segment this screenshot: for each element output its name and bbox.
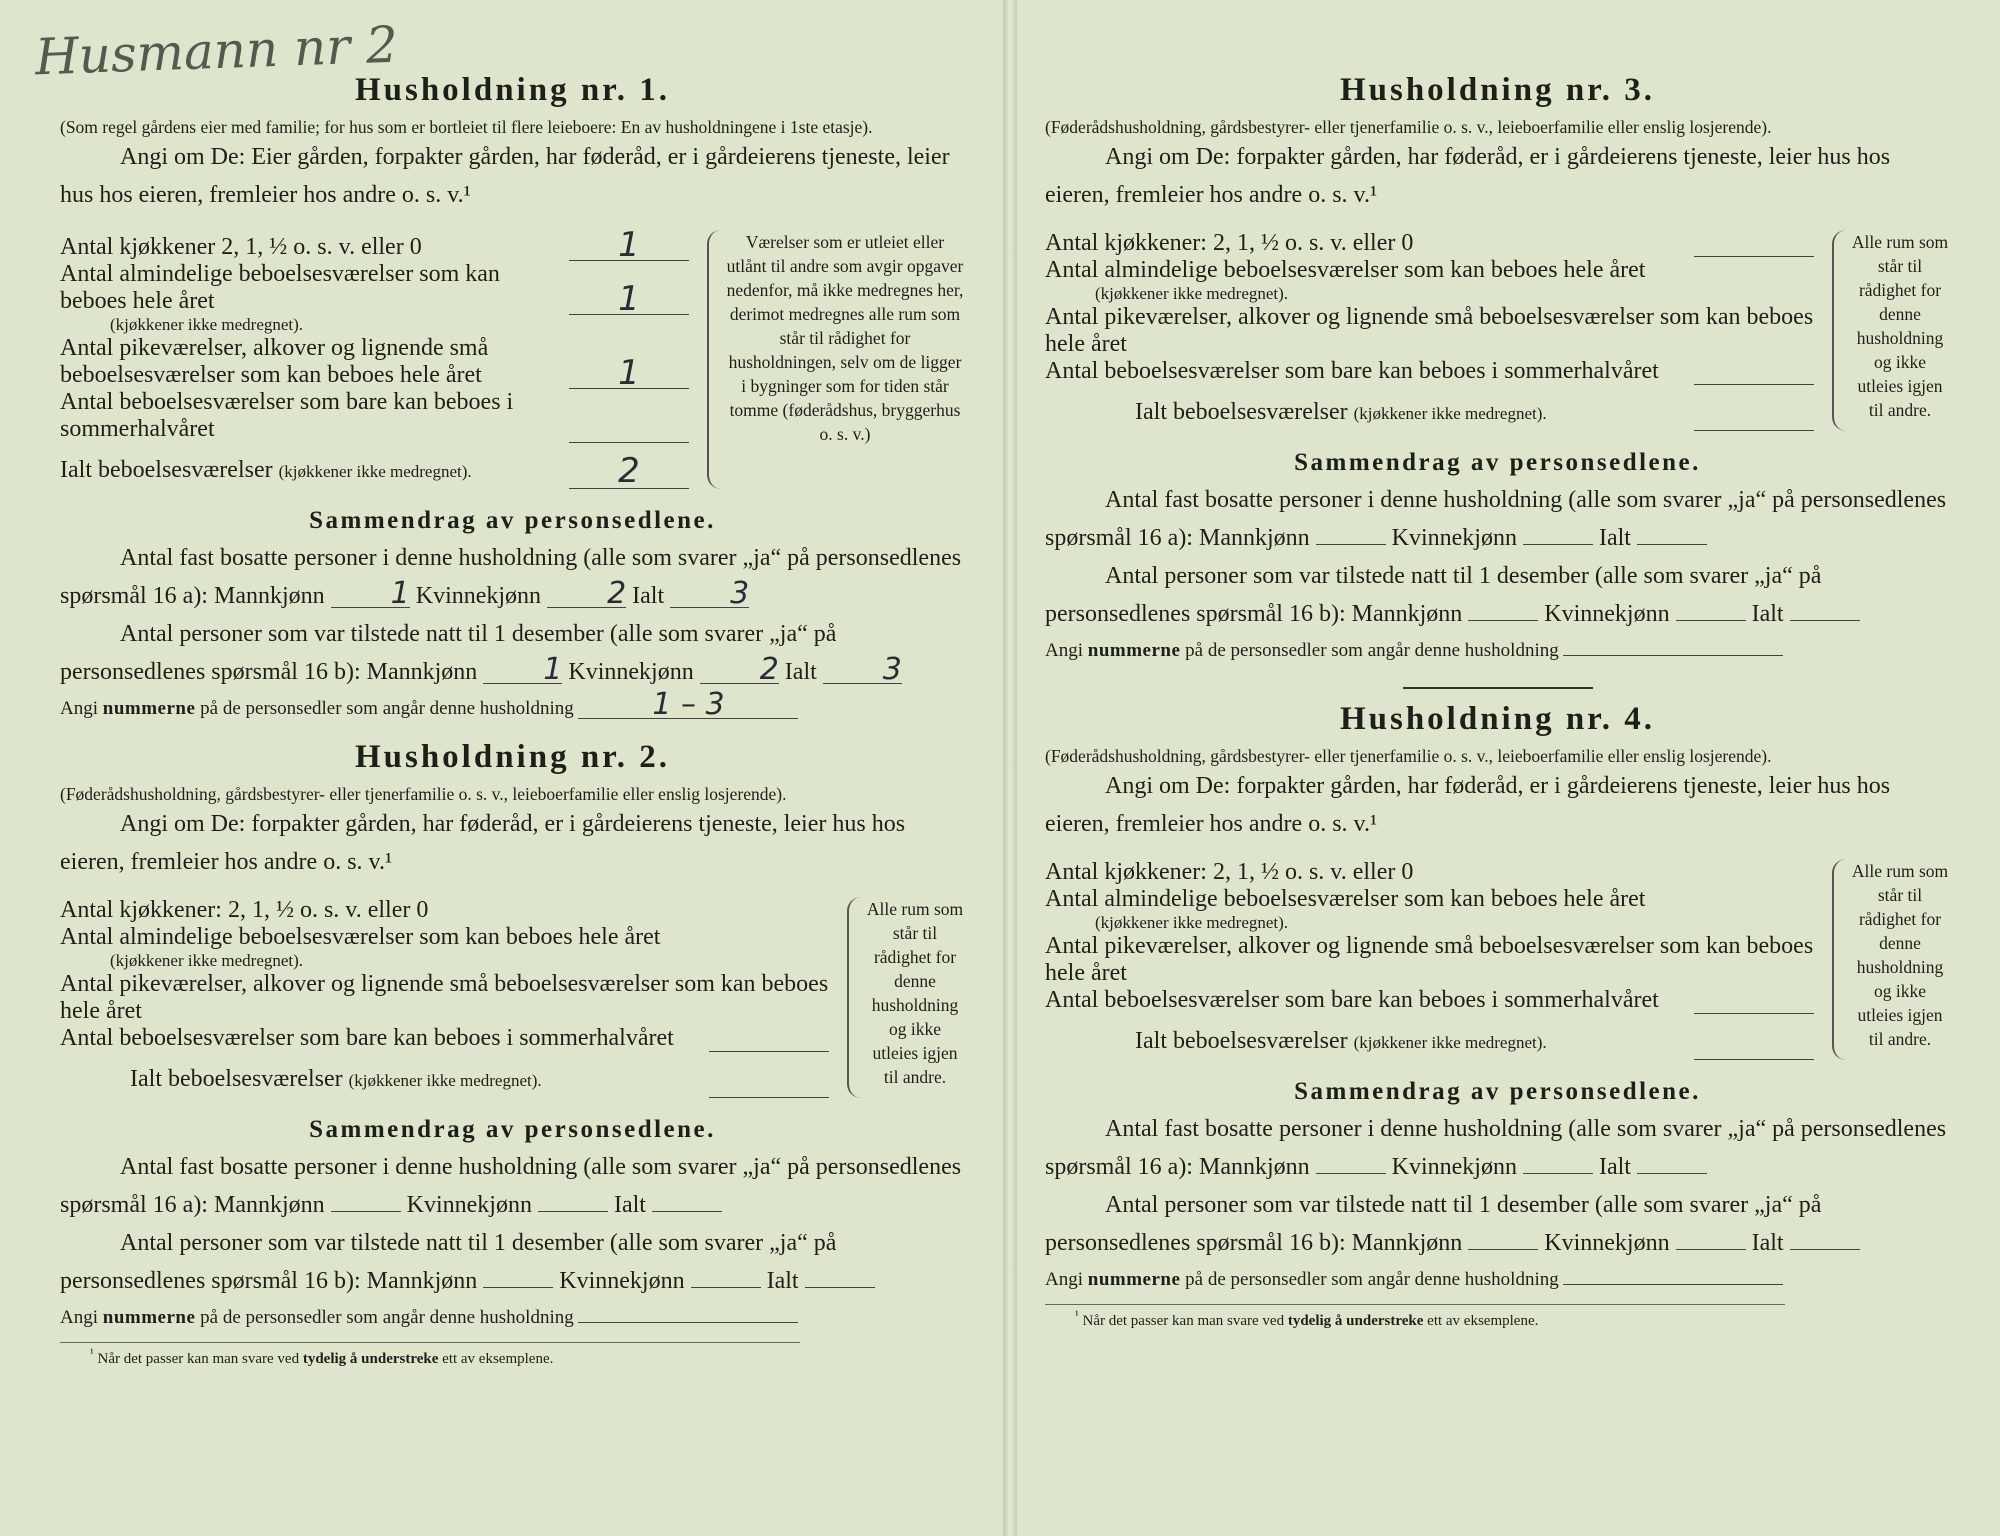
fast-total[interactable] [1637,1173,1707,1174]
maid-rooms-label: Antal pikeværelser, alkover og lignende små beboelsesværelser som kan beboes hele året [1045,933,1814,986]
household-3-rooms: Antal kjøkkener: 2, 1, ½ o. s. v. eller 0 Antal almindelige beboelsesværelser som kan beboes hele året (kjøkkener ikke medregnet). Antal pikeværelser, alkover og lignende små beboelsesværelser som kan beboes hele året Antal beboelsesværelser som bare kan beboes i sommerhalvåret Ialt beboelsesværelser (kjøkkener ikke medregnet). Alle rum som står til rådighet for denne husholdning og ikke utleies igjen til andre. [1045,230,1950,431]
numbers-value[interactable]: 1 – 3 [578,692,798,719]
total-rooms-value[interactable]: 2 [569,454,689,489]
fast-male[interactable] [331,1211,401,1212]
fast-total[interactable] [1637,544,1707,545]
footnote-right: $^{^1}$ Når det passer kan man svare ved tydelig å understreke ett av eksemplene. [1045,1304,1785,1331]
household-4-title: Husholdning nr. 4. [1339,701,1656,737]
section-divider [1403,687,1593,689]
left-column [60,60,965,1369]
household-3-tilstede: Antal personer som var tilstede natt til 1 desember (alle som svarer „ja“ på personsedlenes spørsmål 16 b): Mannkjønn Kvinnekjønn Ialt [1045,557,1950,633]
household-4-fast: Antal fast bosatte personer i denne husholdning (alle som svarer „ja“ på personsedlenes spørsmål 16 a): Mannkjønn Kvinnekjønn Ialt [1045,1116,1947,1180]
fast-male[interactable] [1316,544,1386,545]
ordinary-rooms-sub: (kjøkkener ikke medregnet). [1095,284,1289,303]
household-3-numbers: Angi nummerne på de personsedler som angår denne husholdning [1045,633,1950,669]
total-rooms-label: Ialt beboelsesværelser [1135,399,1348,425]
present-male[interactable] [1468,620,1538,621]
household-2-bracket-note: Alle rum som står til rådighet for denne husholdning og ikke utleies igjen til andre. [847,897,965,1098]
household-3-note: (Føderådshusholdning, gårdsbestyrer- eller tjenerfamilie o. s. v., leieboerfamilie eller enslig losjerende). [1045,117,1772,137]
household-1-angi[interactable]: Angi om De: Eier gården, forpakter gården, har føderåd, er i gårdeierens tjeneste, leier hus hos eieren, fremleier hos andre o. s. v.¹ [60,144,950,208]
household-3-angi[interactable]: Angi om De: forpakter gården, har føderåd, er i gårdeierens tjeneste, leier hus hos eieren, fremleier hos andre o. s. v.¹ [1045,144,1891,208]
fast-female[interactable]: 2 [547,581,626,608]
household-4-numbers: Angi nummerne på de personsedler som angår denne husholdning [1045,1262,1950,1298]
household-4-bracket-note: Alle rum som står til rådighet for denne husholdning og ikke utleies igjen til andre. [1832,859,1950,1060]
household-2-numbers: Angi nummerne på de personsedler som angår denne husholdning [60,1300,965,1336]
present-total[interactable]: 3 [823,657,902,684]
present-total[interactable] [1790,620,1860,621]
fast-female[interactable] [1523,544,1593,545]
present-female[interactable] [1676,620,1746,621]
total-rooms-label: Ialt beboelsesværelser [130,1066,343,1092]
present-male[interactable]: 1 [483,657,562,684]
household-4-rooms: Antal kjøkkener: 2, 1, ½ o. s. v. eller 0 Antal almindelige beboelsesværelser som kan beboes hele året (kjøkkener ikke medregnet). Antal pikeværelser, alkover og lignende små beboelsesværelser som kan beboes hele året Antal beboelsesværelser som bare kan beboes i sommerhalvåret Ialt beboelsesværelser (kjøkkener ikke medregnet). Alle rum som står til rådighet for denne husholdning og ikke utleies igjen til andre. [1045,859,1950,1060]
numbers-field[interactable] [578,1322,798,1323]
fast-female[interactable] [1523,1173,1593,1174]
kitchens-value[interactable]: 1 [569,230,689,261]
total-rooms-field[interactable] [709,1097,829,1098]
present-male[interactable] [483,1287,553,1288]
household-4-tilstede: Antal personer som var tilstede natt til 1 desember (alle som svarer „ja“ på personsedlenes spørsmål 16 b): Mannkjønn Kvinnekjønn Ialt [1045,1186,1950,1262]
ordinary-rooms-sub: (kjøkkener ikke medregnet). [110,315,304,334]
total-rooms-field[interactable] [1694,1059,1814,1060]
ordinary-rooms-sub: (kjøkkener ikke medregnet). [110,951,304,970]
household-1-fast: Antal fast bosatte personer i denne husholdning (alle som svarer „ja“ på personsedlenes spørsmål 16 a): Mannkjønn 1 Kvinnekjønn 2 Ialt 3 [60,545,962,611]
maid-rooms-row: Antal pikeværelser, alkover og lignende små beboelsesværelser som kan beboes hele året 1 [60,335,689,389]
household-3-fast: Antal fast bosatte personer i denne husholdning (alle som svarer „ja“ på personsedlenes spørsmål 16 a): Mannkjønn Kvinnekjønn Ialt [1045,487,1947,551]
present-female[interactable] [1676,1249,1746,1250]
kitchens-label: Antal kjøkkener: 2, 1, ½ o. s. v. eller 0 [1045,230,1414,256]
maid-rooms-label: Antal pikeværelser, alkover og lignende små beboelsesværelser som kan beboes hele året [60,971,829,1024]
household-1-summary-title: Sammendrag av personsedlene. [309,507,716,534]
household-4-angi[interactable]: Angi om De: forpakter gården, har føderåd, er i gårdeierens tjeneste, leier hus hos eieren, fremleier hos andre o. s. v.¹ [1045,773,1891,837]
household-2-title: Husholdning nr. 2. [354,739,671,775]
total-rooms-label: Ialt beboelsesværelser [1135,1028,1348,1054]
household-3 [1045,72,1950,689]
household-3-title: Husholdning nr. 3. [1339,72,1656,108]
maid-rooms-value[interactable]: 1 [569,358,689,389]
fast-male[interactable]: 1 [331,581,410,608]
handwritten-header: Husmann nr 2 [34,15,399,87]
footnote-left: $^{^1}$ Når det passer kan man svare ved tydelig å understreke ett av eksemplene. [60,1342,800,1369]
summer-rooms-label: Antal beboelsesværelser som bare kan beboes i sommerhalvåret [1045,987,1659,1013]
household-1-title: Husholdning nr. 1. [354,72,671,108]
summer-rooms-row: Antal beboelsesværelser som bare kan beboes i sommerhalvåret [60,389,689,443]
household-4-summary-title: Sammendrag av personsedlene. [1294,1078,1701,1105]
household-2-note: (Føderådshusholdning, gårdsbestyrer- eller tjenerfamilie o. s. v., leieboerfamilie eller enslig losjerende). [60,784,787,804]
present-female[interactable] [691,1287,761,1288]
numbers-field[interactable] [1563,1284,1783,1285]
maid-rooms-label: Antal pikeværelser, alkover og lignende små beboelsesværelser som kan beboes hele året [1045,304,1814,357]
household-2 [60,739,965,1369]
ordinary-rooms-row: Antal almindelige beboelsesværelser som kan beboes hele året 1 [60,261,689,315]
numbers-field[interactable] [1563,655,1783,656]
summer-rooms-field[interactable] [709,1051,829,1052]
summer-rooms-field[interactable] [1694,384,1814,385]
ordinary-rooms-value[interactable]: 1 [569,284,689,315]
household-2-rooms: Antal kjøkkener: 2, 1, ½ o. s. v. eller 0 Antal almindelige beboelsesværelser som kan beboes hele året (kjøkkener ikke medregnet). Antal pikeværelser, alkover og lignende små beboelsesværelser som kan beboes hele året Antal beboelsesværelser som bare kan beboes i sommerhalvåret Ialt beboelsesværelser (kjøkkener ikke medregnet). Alle rum som står til rådighet for denne husholdning og ikke utleies igjen til andre. [60,897,965,1098]
ordinary-rooms-sub: (kjøkkener ikke medregnet). [1095,913,1289,932]
household-2-angi[interactable]: Angi om De: forpakter gården, har føderåd, er i gårdeierens tjeneste, leier hus hos eieren, fremleier hos andre o. s. v.¹ [60,811,906,875]
total-rooms-field[interactable] [1694,430,1814,431]
present-female[interactable]: 2 [700,657,779,684]
household-2-fast: Antal fast bosatte personer i denne husholdning (alle som svarer „ja“ på personsedlenes spørsmål 16 a): Mannkjønn Kvinnekjønn Ialt [60,1154,962,1218]
summer-rooms-label: Antal beboelsesværelser som bare kan beboes i sommerhalvåret [60,1025,674,1051]
household-2-summary-title: Sammendrag av personsedlene. [309,1116,716,1143]
household-3-summary-title: Sammendrag av personsedlene. [1294,449,1701,476]
kitchens-label: Antal kjøkkener: 2, 1, ½ o. s. v. eller 0 [60,897,429,923]
ordinary-rooms-label: Antal almindelige beboelsesværelser som kan beboes hele året [60,924,661,950]
fast-male[interactable] [1316,1173,1386,1174]
household-1-rooms [60,225,965,491]
page-spine [1003,0,1017,1536]
household-1-bracket-note: Værelser som er utleiet eller utlånt til andre som avgir opgaver nedenfor, må ikke medregnes her, derimot medregnes alle rum som står til rådighet for husholdningen, selv om de ligger i bygninger som for tiden står tomme (føderådshus, bryggerhus o. s. v.) [707,230,965,489]
right-column [1045,60,1950,1331]
household-1-note: (Som regel gårdens eier med familie; for hus som er bortleiet til flere leieboere: En av husholdningene i 1ste etasje). [60,117,873,137]
fast-female[interactable] [538,1211,608,1212]
fast-total[interactable]: 3 [670,581,749,608]
fast-total[interactable] [652,1211,722,1212]
household-1-tilstede: Antal personer som var tilstede natt til 1 desember (alle som svarer „ja“ på personsedlenes spørsmål 16 b): Mannkjønn 1 Kvinnekjønn 2 Ialt 3 [60,621,902,687]
kitchens-row: Antal kjøkkener 2, 1, ½ o. s. v. eller 0 1 [60,230,689,261]
summer-rooms-label: Antal beboelsesværelser som bare kan beboes i sommerhalvåret [1045,358,1659,384]
household-2-tilstede: Antal personer som var tilstede natt til 1 desember (alle som svarer „ja“ på personsedlenes spørsmål 16 b): Mannkjønn Kvinnekjønn Ialt [60,1224,965,1300]
household-1 [60,72,965,727]
household-1-numbers: Angi nummerne på de personsedler som angår denne husholdning 1 – 3 [60,691,965,727]
ordinary-rooms-label: Antal almindelige beboelsesværelser som kan beboes hele året [1045,886,1646,912]
kitchens-label: Antal kjøkkener: 2, 1, ½ o. s. v. eller 0 [1045,859,1414,885]
household-4-note: (Føderådshusholdning, gårdsbestyrer- eller tjenerfamilie o. s. v., leieboerfamilie eller enslig losjerende). [1045,746,1772,766]
household-4 [1045,701,1950,1331]
household-3-bracket-note: Alle rum som står til rådighet for denne husholdning og ikke utleies igjen til andre. [1832,230,1950,431]
present-total[interactable] [1790,1249,1860,1250]
summer-rooms-value[interactable] [569,442,689,443]
total-rooms-row: Ialt beboelsesværelser (kjøkkener ikke medregnet). 2 [60,453,689,489]
present-male[interactable] [1468,1249,1538,1250]
present-total[interactable] [805,1287,875,1288]
summer-rooms-field[interactable] [1694,1013,1814,1014]
ordinary-rooms-label: Antal almindelige beboelsesværelser som kan beboes hele året [1045,257,1646,283]
